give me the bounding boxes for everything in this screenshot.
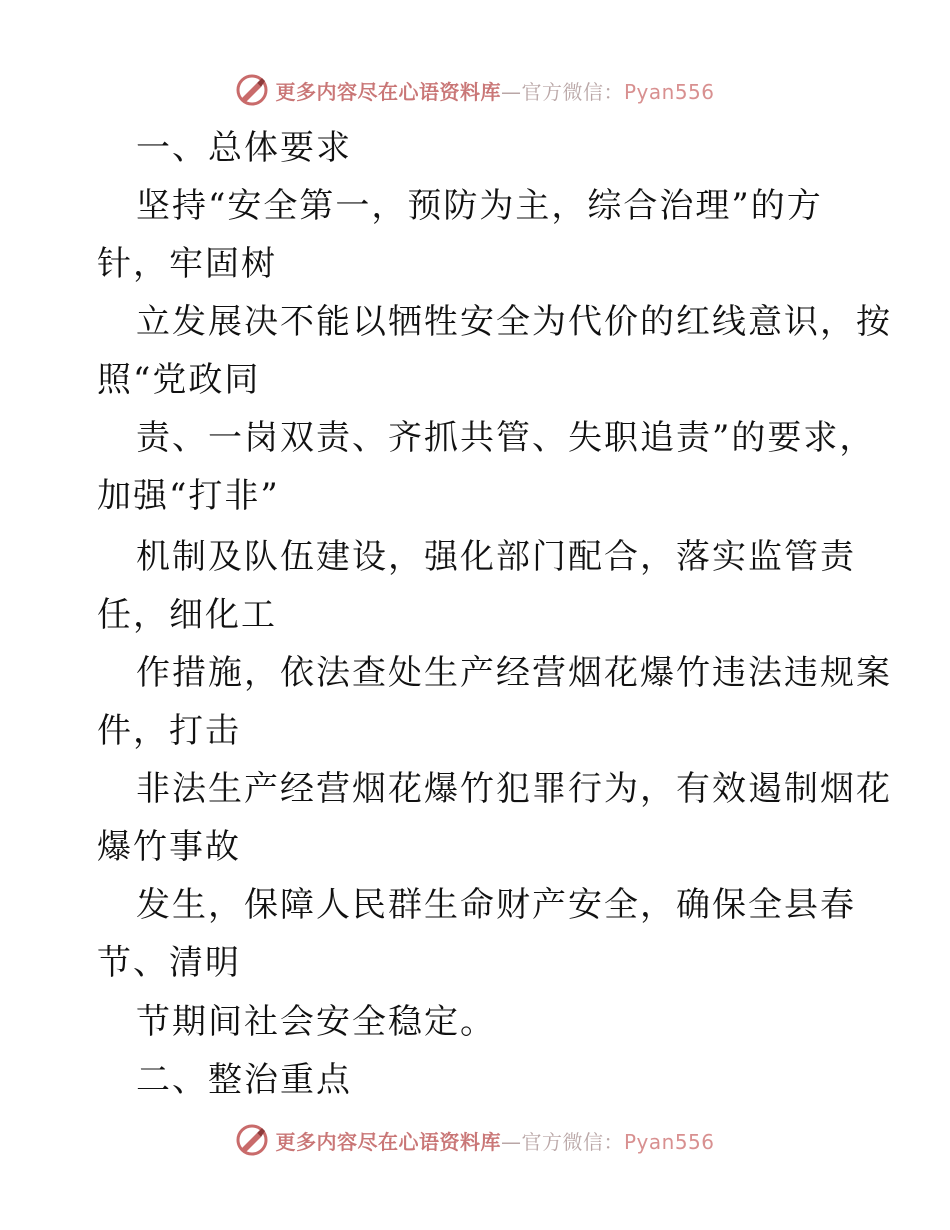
- paragraph-line: 照“党政同: [97, 360, 261, 400]
- paragraph-line: 件，打击: [97, 711, 241, 751]
- paragraph-line: 责、一岗双责、齐抓共管、失职追责”的要求，: [136, 418, 876, 458]
- watermark-label: —官方微信：: [500, 79, 624, 104]
- section-heading: 二、整治重点: [136, 1060, 352, 1100]
- paragraph-line: 针，牢固树: [97, 244, 277, 284]
- paragraph-line: 发生，保障人民群生命财产安全，确保全县春: [136, 885, 856, 925]
- watermark-brand: 更多内容尽在心语资料库: [275, 79, 501, 104]
- pen-logo-icon: [235, 1123, 269, 1157]
- paragraph-line: 节、清明: [97, 943, 241, 983]
- paragraph-line: 节期间社会安全稳定。: [136, 1002, 496, 1042]
- paragraph-line: 立发展决不能以牺牲安全为代价的红线意识，按: [136, 302, 892, 342]
- paragraph-line: 非法生产经营烟花爆竹犯罪行为，有效遏制烟花: [136, 769, 892, 809]
- section-heading: 一、总体要求: [136, 128, 352, 168]
- footer-watermark: [0, 1120, 950, 1160]
- watermark-label: —官方微信：: [500, 1129, 624, 1154]
- paragraph-line: 加强“打非”: [97, 476, 280, 516]
- watermark-wechat-id: Pyan556: [623, 79, 715, 104]
- paragraph-line: 爆竹事故: [97, 827, 241, 867]
- paragraph-line: 坚持“安全第一，预防为主，综合治理”的方: [136, 186, 823, 226]
- watermark-wechat-id: Pyan556: [623, 1129, 715, 1154]
- paragraph-line: 作措施，依法查处生产经营烟花爆竹违法违规案: [136, 653, 892, 693]
- paragraph-line: 任，细化工: [97, 595, 277, 635]
- watermark-brand: 更多内容尽在心语资料库: [275, 1129, 501, 1154]
- paragraph-line: 机制及队伍建设，强化部门配合，落实监管责: [136, 537, 856, 577]
- watermark-text: [275, 1126, 714, 1155]
